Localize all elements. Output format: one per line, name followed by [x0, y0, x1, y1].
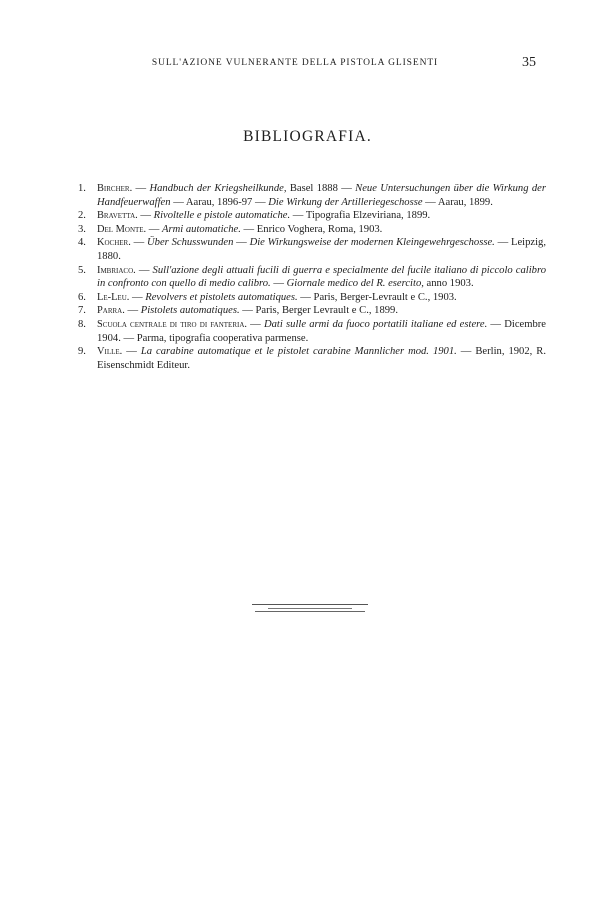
entry-title-text: Über Schusswunden: [147, 237, 234, 249]
entry-author: Del Monte.: [97, 223, 147, 235]
entry-author: Scuola centrale di tiro di fanteria.: [97, 318, 247, 330]
entry-text: — Tipografia Elzeviriana, 1899.: [290, 210, 431, 222]
entry-title-text: Handbuch der Kriegsheilkunde,: [149, 183, 287, 194]
bibliography-entry: [78, 264, 546, 291]
entry-text: — Aarau, 1896-97 —: [170, 196, 269, 208]
page-number: 35: [522, 55, 536, 70]
entry-text: —: [135, 264, 153, 276]
entry-text: —: [146, 223, 163, 235]
bibliography-entry: [78, 182, 546, 209]
entry-author: Le-Leu.: [97, 291, 130, 303]
entry-text: — Leipzig, 1880.: [97, 237, 547, 262]
bibliography-entry: [78, 304, 546, 318]
entry-author: Imbriaco.: [97, 264, 136, 276]
entry-text: Basel 1888 —: [286, 183, 356, 194]
running-head: SULL'AZIONE VULNERANTE DELLA PISTOLA GLISENTI: [151, 58, 439, 68]
bibliography-entry: [78, 318, 546, 345]
entry-text: —: [122, 346, 141, 358]
entry-author: Bravetta.: [97, 210, 138, 222]
entry-author: Ville.: [97, 346, 123, 358]
entry-text: —: [246, 318, 264, 330]
entry-number: 8.: [78, 318, 86, 330]
entry-number: 6.: [78, 291, 86, 303]
entry-title-text: Giornale medico del R. esercito,: [286, 278, 424, 290]
bibliography-list: [78, 182, 546, 372]
entry-title-text: Pistolets automatiques.: [140, 305, 240, 317]
entry-text: anno 1903.: [423, 278, 474, 290]
entry-title-text: Die Wirkung der Artilleriegeschosse: [268, 196, 423, 208]
ornament-rule: [268, 608, 352, 609]
bibliography-entry: [78, 345, 546, 372]
ornament-rule: [252, 604, 368, 605]
entry-number: 2.: [78, 210, 86, 222]
ornament-rule: [255, 611, 365, 612]
entry-text: — Aarau, 1899.: [422, 196, 493, 208]
entry-title-text: Rivoltelle e pistole automatiche.: [153, 210, 291, 222]
entry-number: 3.: [78, 223, 86, 235]
entry-title-text: Armi automatiche.: [162, 223, 241, 235]
entry-text: —: [130, 237, 148, 249]
entry-number: 7.: [78, 305, 86, 317]
entry-text: —: [129, 291, 146, 303]
entry-title-text: Revolvers et pistolets automatiques.: [145, 291, 298, 303]
entry-text: —: [132, 183, 150, 194]
entry-author: Bircher.: [97, 183, 133, 194]
bibliography-entry: [78, 209, 546, 223]
entry-text: — Berlin, 1902, R. Eisenschmidt Editeur.: [97, 346, 546, 371]
section-title: BIBLIOGRAFIA.: [243, 128, 372, 145]
entry-text: —: [137, 210, 154, 222]
entry-number: 9.: [78, 346, 86, 358]
bibliography-entry: [78, 236, 546, 263]
entry-text: —: [233, 237, 250, 249]
entry-title-text: Neue Untersuchungen über die Wirkung der Handfeuerwaffen: [97, 183, 546, 208]
entry-text: —: [270, 278, 287, 290]
entry-title-text: Dati sulle armi da fuoco portatili italiane ed estere.: [263, 318, 488, 330]
entry-number: 1.: [78, 183, 86, 194]
entry-text: — Paris, Berger-Levrault e C., 1903.: [297, 291, 457, 303]
entry-number: 4.: [78, 237, 86, 249]
entry-text: — Dicembre 1904. — Parma, tipografia cooperativa parmense.: [97, 318, 546, 344]
entry-text: — Enrico Voghera, Roma, 1903.: [240, 223, 383, 235]
entry-title-text: Sull'azione degli attuali fucili di guerra e specialmente del fucile italiano di piccolo calibro in confronto con quello di medio calibro.: [97, 264, 546, 290]
entry-number: 5.: [78, 264, 86, 276]
entry-title-text: Die Wirkungsweise der modernen Kleingewehrgeschosse.: [249, 237, 495, 249]
bibliography-entry: [78, 291, 546, 305]
entry-author: Kocher.: [97, 237, 131, 249]
entry-text: —: [124, 305, 141, 317]
bibliography-entry: [78, 223, 546, 237]
entry-text: — Paris, Berger Levrault e C., 1899.: [239, 305, 398, 317]
entry-author: Parra.: [97, 305, 125, 317]
entry-title-text: La carabine automatique et le pistolet carabine Mannlicher mod. 1901.: [140, 346, 457, 358]
